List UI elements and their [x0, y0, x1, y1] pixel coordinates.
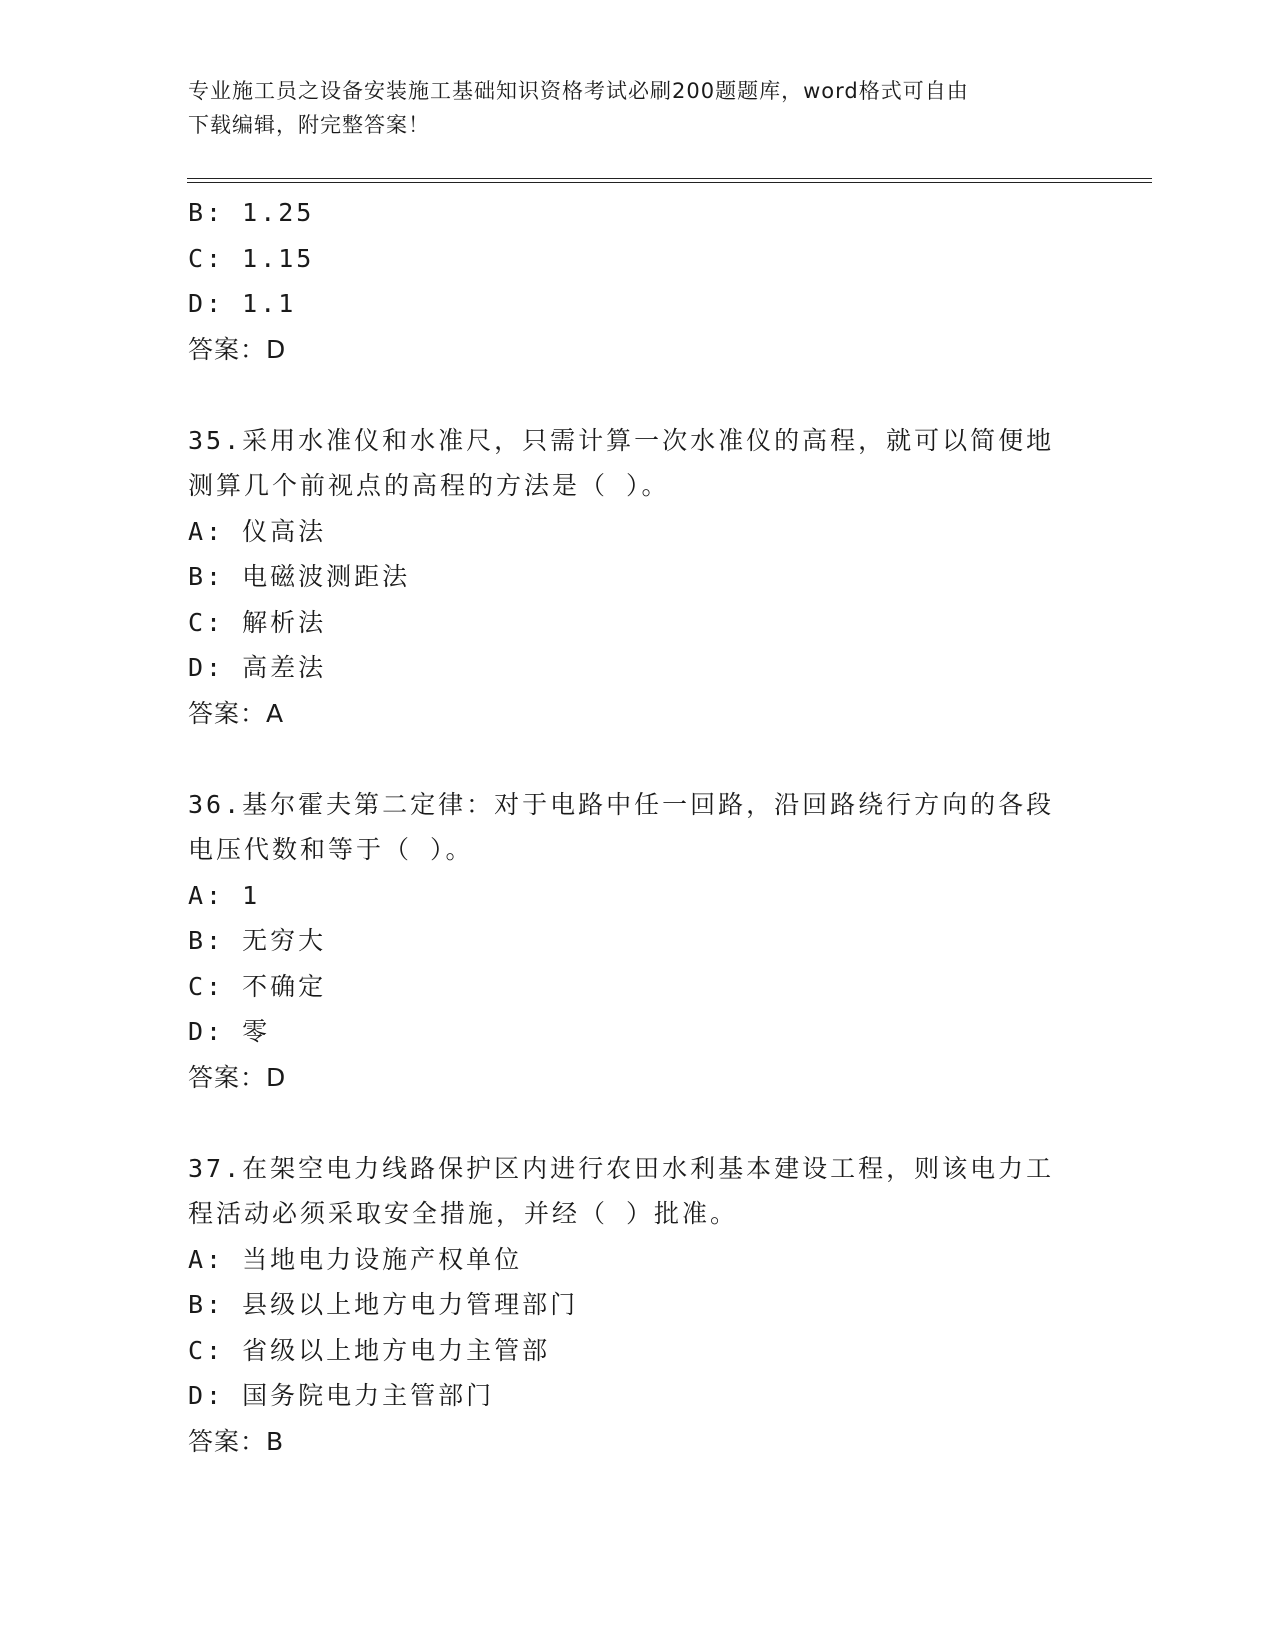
option-b: B: 电磁波测距法	[188, 562, 411, 591]
option-d: D: 高差法	[188, 653, 327, 682]
question-text-line: 电压代数和等于（ ）。	[188, 835, 474, 864]
spacer	[188, 372, 1088, 418]
header-line-1: 专业施工员之设备安装施工基础知识资格考试必刷200题题库，word格式可自由	[188, 79, 969, 103]
question-text-line: 35.采用水准仪和水准尺，只需计算一次水准仪的高程，就可以简便地	[188, 425, 1055, 455]
option-b: B: 1.25	[188, 198, 315, 227]
option-a: A: 仪高法	[188, 516, 327, 546]
question-text-line: 程活动必须采取安全措施，并经（ ）批准。	[188, 1199, 739, 1228]
option-b: B: 无穷大	[188, 926, 327, 955]
answer: 答案：B	[188, 1426, 285, 1456]
question-37	[188, 1146, 1088, 1465]
option-d: D: 国务院电力主管部门	[188, 1381, 495, 1410]
question-text-line: 37.在架空电力线路保护区内进行农田水利基本建设工程，则该电力工	[188, 1153, 1055, 1183]
option-c: C: 解析法	[188, 607, 327, 637]
answer: 答案：D	[188, 1062, 287, 1092]
question-text-line: 测算几个前视点的高程的方法是（ ）。	[188, 471, 670, 500]
answer: 答案：D	[188, 334, 287, 364]
option-a: A: 当地电力设施产权单位	[188, 1244, 523, 1274]
question-35	[188, 418, 1088, 737]
previous-question-tail	[188, 190, 1088, 372]
spacer	[188, 736, 1088, 782]
option-c: C: 省级以上地方电力主管部	[188, 1335, 551, 1365]
question-text-line: 36.基尔霍夫第二定律：对于电路中任一回路，沿回路绕行方向的各段	[188, 789, 1055, 819]
question-36	[188, 782, 1088, 1101]
answer: 答案：A	[188, 698, 285, 728]
header-line-2: 下载编辑，附完整答案！	[188, 113, 430, 137]
option-a: A: 1	[188, 880, 261, 910]
question-list	[188, 190, 1088, 1464]
option-c: C: 1.15	[188, 243, 315, 273]
option-d: D: 1.1	[188, 289, 297, 318]
document-header	[188, 74, 1068, 142]
header-divider	[187, 178, 1152, 183]
spacer	[188, 1100, 1088, 1146]
option-b: B: 县级以上地方电力管理部门	[188, 1290, 579, 1319]
option-c: C: 不确定	[188, 971, 327, 1001]
option-d: D: 零	[188, 1017, 271, 1046]
